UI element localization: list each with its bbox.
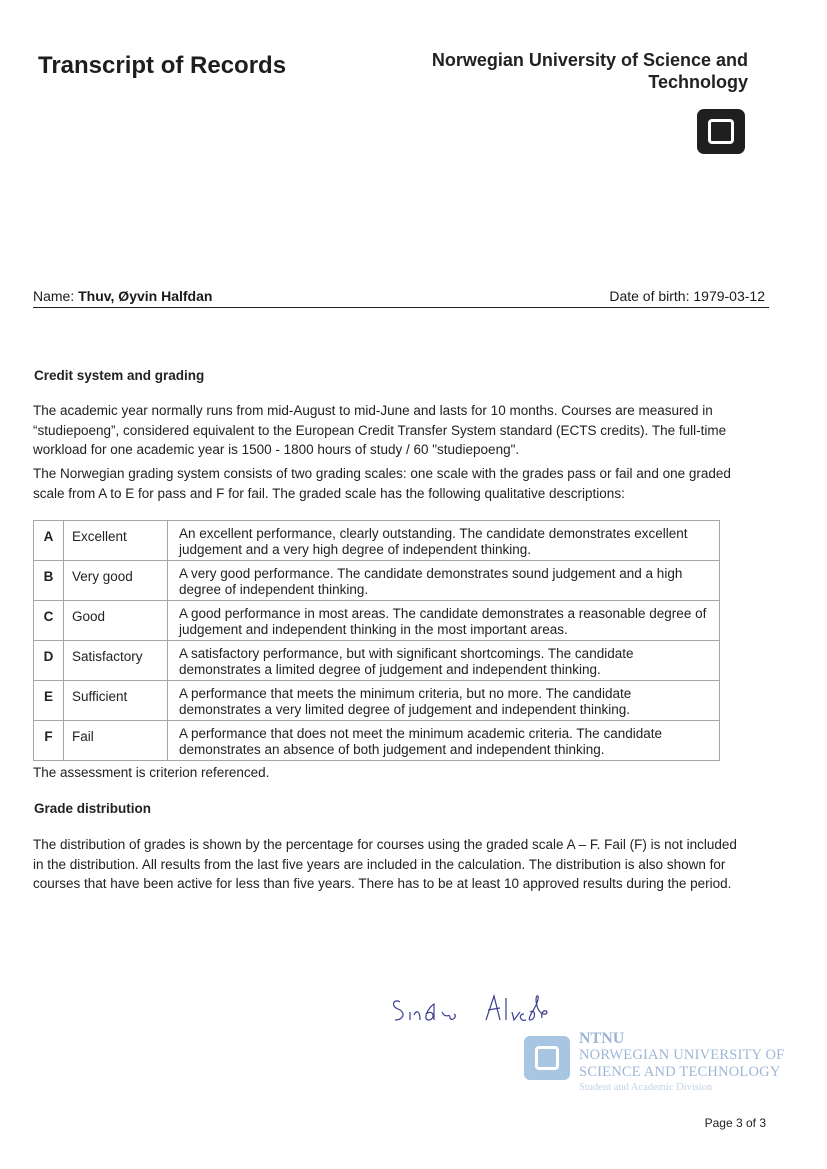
distribution-paragraph: The distribution of grades is shown by the percentage for courses using the graded scale A – F. Fail (F) is not included in the distribution. All results from the last five years are included in the calculation. The distribution is also shown for courses that have been active for less than five years. There has to be at least 10 approved results during the period.: [33, 837, 737, 891]
credit-paragraph-2: The Norwegian grading system consists of two grading scales: one scale with the grades pass or fail and one graded scale from A to E for pass and F for fail. The graded scale has the following qualitative descriptions:: [33, 466, 731, 501]
university-name-line1: Norwegian University of Science and: [431, 50, 748, 70]
student-info-row: [33, 288, 769, 308]
university-stamp: [579, 1030, 819, 1094]
grade-description: A very good performance. The candidate demonstrates sound judgement and a high degree of independent thinking.: [168, 561, 720, 601]
credit-paragraph-1: The academic year normally runs from mid-August to mid-June and lasts for 10 months. Courses are measured in “studiepoeng”, considered equivalent to the European Credit Transfer System standard (ECTS credits). The full-time workload for one academic year is 1500 - 1800 hours of study / 60 "studiepoeng".: [33, 403, 727, 457]
date-of-birth: [609, 288, 765, 304]
dob-value: 1979-03-12: [693, 288, 765, 304]
name-value: Thuv, Øyvin Halfdan: [78, 288, 213, 304]
grade-description: An excellent performance, clearly outstanding. The candidate demonstrates excellent judgement and a very high degree of independent thinking.: [168, 521, 720, 561]
ntnu-stamp-icon: [524, 1036, 570, 1080]
stamp-line-1: NORWEGIAN UNIVERSITY OF: [579, 1047, 785, 1063]
grade-letter: F: [34, 721, 64, 761]
grade-description: A performance that meets the minimum criteria, but no more. The candidate demonstrates a very limited degree of judgement and independent thinking.: [168, 681, 720, 721]
grade-description: A performance that does not meet the minimum academic criteria. The candidate demonstrates an absence of both judgement and independent thinking.: [168, 721, 720, 761]
grade-description: A good performance in most areas. The candidate demonstrates a reasonable degree of judgement and independent thinking in the most important areas.: [168, 601, 720, 641]
stamp-line-3: Student and Academic Division: [579, 1082, 713, 1093]
grade-label: Very good: [64, 561, 168, 601]
grade-letter: E: [34, 681, 64, 721]
grade-letter: A: [34, 521, 64, 561]
university-name-line2: Technology: [648, 72, 748, 92]
grade-letter: B: [34, 561, 64, 601]
table-row: [34, 521, 720, 561]
name-label: Name:: [33, 288, 75, 304]
distribution-heading: Grade distribution: [34, 801, 152, 816]
grade-label: Good: [64, 601, 168, 641]
stamp-ntnu: NTNU: [579, 1030, 625, 1047]
grade-letter: C: [34, 601, 64, 641]
grade-label: Excellent: [64, 521, 168, 561]
table-row: [34, 601, 720, 641]
dob-label: Date of birth:: [609, 288, 690, 304]
assessment-note: The assessment is criterion referenced.: [33, 765, 270, 780]
credit-heading: Credit system and grading: [34, 368, 205, 383]
table-row: [34, 641, 720, 681]
page-number: Page 3 of 3: [704, 1116, 766, 1130]
grade-description: A satisfactory performance, but with significant shortcomings. The candidate demonstrates a limited degree of judgement and independent thinking.: [168, 641, 720, 681]
grade-label: Fail: [64, 721, 168, 761]
stamp-line-2: SCIENCE AND TECHNOLOGY: [579, 1064, 781, 1080]
grade-label: Sufficient: [64, 681, 168, 721]
table-row: [34, 681, 720, 721]
table-row: [34, 721, 720, 761]
grade-table: [33, 520, 720, 761]
grade-label: Satisfactory: [64, 641, 168, 681]
student-name: [33, 288, 212, 304]
ntnu-logo-icon: [697, 109, 745, 154]
document-title: Transcript of Records: [38, 52, 287, 79]
university-name: [368, 49, 748, 93]
table-row: [34, 561, 720, 601]
grade-letter: D: [34, 641, 64, 681]
signature: [390, 990, 560, 1030]
